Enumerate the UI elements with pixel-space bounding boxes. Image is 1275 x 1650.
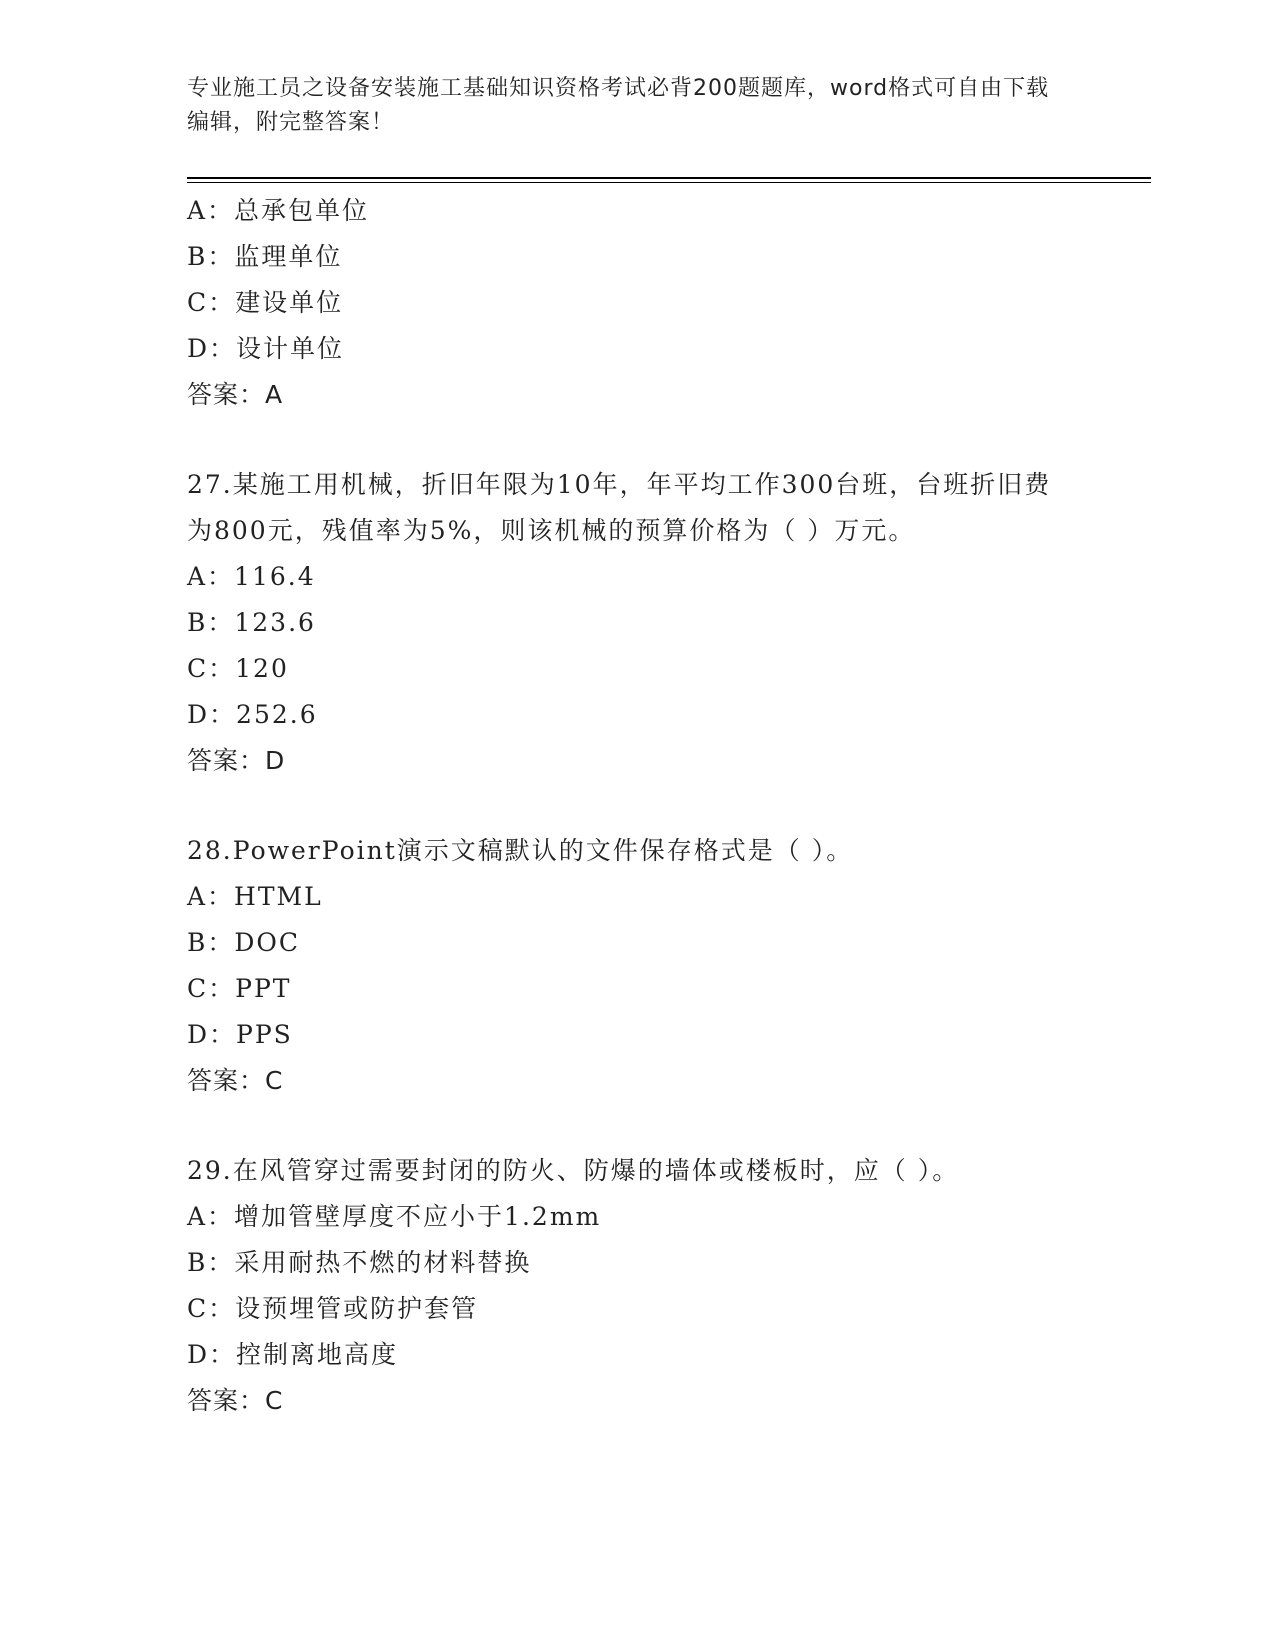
question-28 — [187, 828, 1087, 1104]
answer: 答案：C — [187, 1386, 284, 1415]
option-b: B：123.6 — [187, 608, 316, 637]
question-stem: 28.PowerPoint演示文稿默认的文件保存格式是（ ）。 — [187, 836, 854, 865]
spacer — [187, 1104, 1087, 1148]
option-b: B：DOC — [187, 928, 301, 957]
question-list — [187, 188, 1087, 1424]
question-27 — [187, 462, 1087, 784]
option-d: D：控制离地高度 — [187, 1340, 399, 1369]
header-divider-thin — [187, 182, 1151, 183]
option-d: D：设计单位 — [187, 334, 345, 363]
question-26 — [187, 188, 1087, 418]
option-a: A：增加管壁厚度不应小于1.2mm — [187, 1202, 602, 1231]
option-d: D：PPS — [187, 1020, 293, 1049]
option-d: D：252.6 — [187, 700, 318, 729]
option-c: C：建设单位 — [187, 288, 344, 317]
question-stem: 27.某施工用机械，折旧年限为10年，年平均工作300台班，台班折旧费为800元，残值率为5%，则该机械的预算价格为（ ）万元。 — [187, 470, 1052, 545]
answer: 答案：C — [187, 1066, 284, 1095]
option-a: A：总承包单位 — [187, 196, 370, 225]
answer: 答案：A — [187, 380, 284, 409]
header-divider-thick — [187, 177, 1151, 179]
question-29 — [187, 1148, 1087, 1424]
question-stem: 29.在风管穿过需要封闭的防火、防爆的墙体或楼板时，应（ ）。 — [187, 1156, 960, 1185]
option-b: B：采用耐热不燃的材料替换 — [187, 1248, 532, 1277]
option-c: C：设预埋管或防护套管 — [187, 1294, 479, 1323]
option-a: A：HTML — [187, 882, 323, 911]
answer: 答案：D — [187, 746, 286, 775]
option-c: C：PPT — [187, 974, 292, 1003]
option-a: A：116.4 — [187, 562, 316, 591]
option-b: B：监理单位 — [187, 242, 343, 271]
spacer — [187, 784, 1087, 828]
option-c: C：120 — [187, 654, 289, 683]
spacer — [187, 418, 1087, 462]
document-header: 专业施工员之设备安装施工基础知识资格考试必背200题题库，word格式可自由下载编辑，附完整答案！ — [187, 76, 1050, 135]
